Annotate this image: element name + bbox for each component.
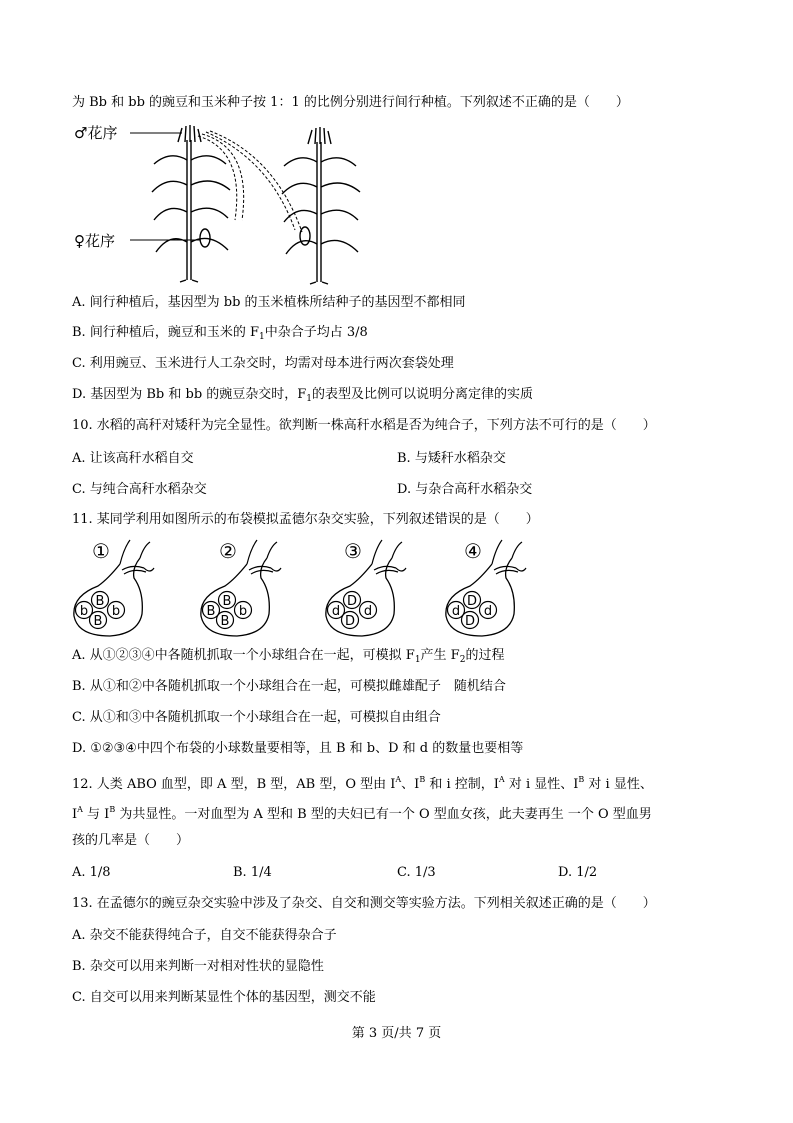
q10-option-c: C. 与纯合高秆水稻杂交 [72, 482, 207, 497]
ball-label: D [346, 594, 358, 609]
bag-tie [492, 540, 526, 574]
q9-option-b: B. 间行种植后，豌豆和玉米的 $F_1$中杂合子均占 3/8 [72, 325, 368, 342]
q9-option-a: A. 间行种植后，基因型为 bb 的玉米植株所结种子的基因型不都相同 [72, 295, 466, 310]
q13-option-a: A. 杂交不能获得纯合子，自交不能获得杂合子 [72, 928, 337, 943]
q12-stem-line3: 孩的几率是（ ） [72, 833, 190, 848]
ball-label: d [331, 604, 341, 619]
q13-option-c: C. 自交可以用来判断某显性个体的基因型，测交不能 [72, 990, 376, 1005]
ball-label: D [344, 614, 356, 629]
bag-tie [120, 540, 154, 574]
bag-tie [247, 540, 281, 574]
bag-number: ③ [344, 539, 362, 563]
cloth-bag-3 [326, 539, 406, 636]
page-footer: 第 3 页/共 7 页 [351, 1026, 442, 1041]
cloth-bag-2 [201, 539, 281, 636]
q13-option-b: B. 杂交可以用来判断一对相对性状的显隐性 [72, 959, 324, 974]
q11-option-d: D. ①②③④中四个布袋的小球数量要相等，且 B 和 b、D 和 d 的数量也要相等 [72, 741, 524, 756]
q12-option-c: C. 1/3 [397, 865, 436, 880]
q9-stem: 为 Bb 和 bb 的豌豆和玉米种子按 1：1 的比例分别进行间行种植。下列叙述不正确的是（ ） [72, 95, 629, 110]
q10-option-a: A. 让该高秆水稻自交 [72, 451, 194, 466]
male-inflorescence-label: ♂花序 [74, 124, 118, 142]
bag-tie [372, 540, 406, 574]
q10-option-d: D. 与杂合高秆水稻杂交 [397, 482, 533, 497]
q10-stem: 10. 水稻的高秆对矮秆为完全显性。欲判断一株高秆水稻是否为纯合子，下列方法不可行的是（ ） [72, 418, 656, 433]
q10-option-b: B. 与矮秆水稻杂交 [397, 451, 506, 466]
ball-label: d [483, 604, 493, 619]
q13-stem: 13. 在孟德尔的豌豆杂交实验中涉及了杂交、自交和测交等实验方法。下列相关叙述正确的是（ ） [72, 896, 656, 911]
ball-label: b [111, 604, 121, 619]
bag-number: ② [219, 539, 237, 563]
ball-label: d [451, 604, 461, 619]
cloth-bag-1 [74, 539, 154, 636]
q12-stem-line2: $I^A$ 与 $I^B$ 为共显性。一对血型为 A 型和 B 型的夫妇已有一个 O 型血女孩，此夫妻再生 一个 O 型血男 [72, 805, 652, 822]
bag-number: ④ [464, 539, 482, 563]
cloth-bags-figure [70, 534, 540, 644]
q9-option-d: D. 基因型为 Bb 和 bb 的豌豆杂交时，$F_1$的表型及比例可以说明分离定律的实质 [72, 387, 534, 404]
female-inflorescence-label: ♀花序 [74, 232, 115, 250]
corn-interplanting-figure [70, 120, 370, 285]
ball-label: B [222, 594, 232, 609]
q9-option-c: C. 利用豌豆、玉米进行人工杂交时，均需对母本进行两次套袋处理 [72, 356, 454, 371]
ball-label: b [238, 604, 248, 619]
q12-stem-line1: 12. 人类 ABO 血型，即 A 型，B 型，AB 型，O 型由 $I^A$、$I^B$ 和 i 控制，$I^A$ 对 i 显性、$I^B$ 对 i 显性、 [72, 775, 653, 792]
q11-option-c: C. 从①和③中各随机抓取一个小球组合在一起，可模拟自由组合 [72, 710, 441, 725]
ball-label: B [206, 604, 216, 619]
ball-label: d [363, 604, 373, 619]
ball-label: D [464, 614, 476, 629]
ball-label: b [79, 604, 89, 619]
q12-option-d: D. 1/2 [558, 865, 598, 880]
left-corn-plant [152, 125, 230, 282]
ball-label: B [95, 594, 105, 609]
ball-label: D [466, 594, 478, 609]
ball-label: B [220, 614, 230, 629]
q12-option-b: B. 1/4 [233, 865, 272, 880]
right-corn-plant [282, 127, 360, 284]
q11-stem: 11. 某同学利用如图所示的布袋模拟孟德尔杂交实验，下列叙述错误的是（ ） [72, 512, 539, 527]
q11-option-a: A. 从①②③④中各随机抓取一个小球组合在一起，可模拟 $F_1$产生 $F_2$的过程 [72, 648, 505, 665]
bag-number: ① [92, 539, 110, 563]
cloth-bag-4 [446, 539, 526, 636]
q11-option-b: B. 从①和②中各随机抓取一个小球组合在一起，可模拟雌雄配子 随机结合 [72, 679, 506, 694]
ball-label: B [93, 614, 103, 629]
q12-option-a: A. 1/8 [72, 865, 111, 880]
